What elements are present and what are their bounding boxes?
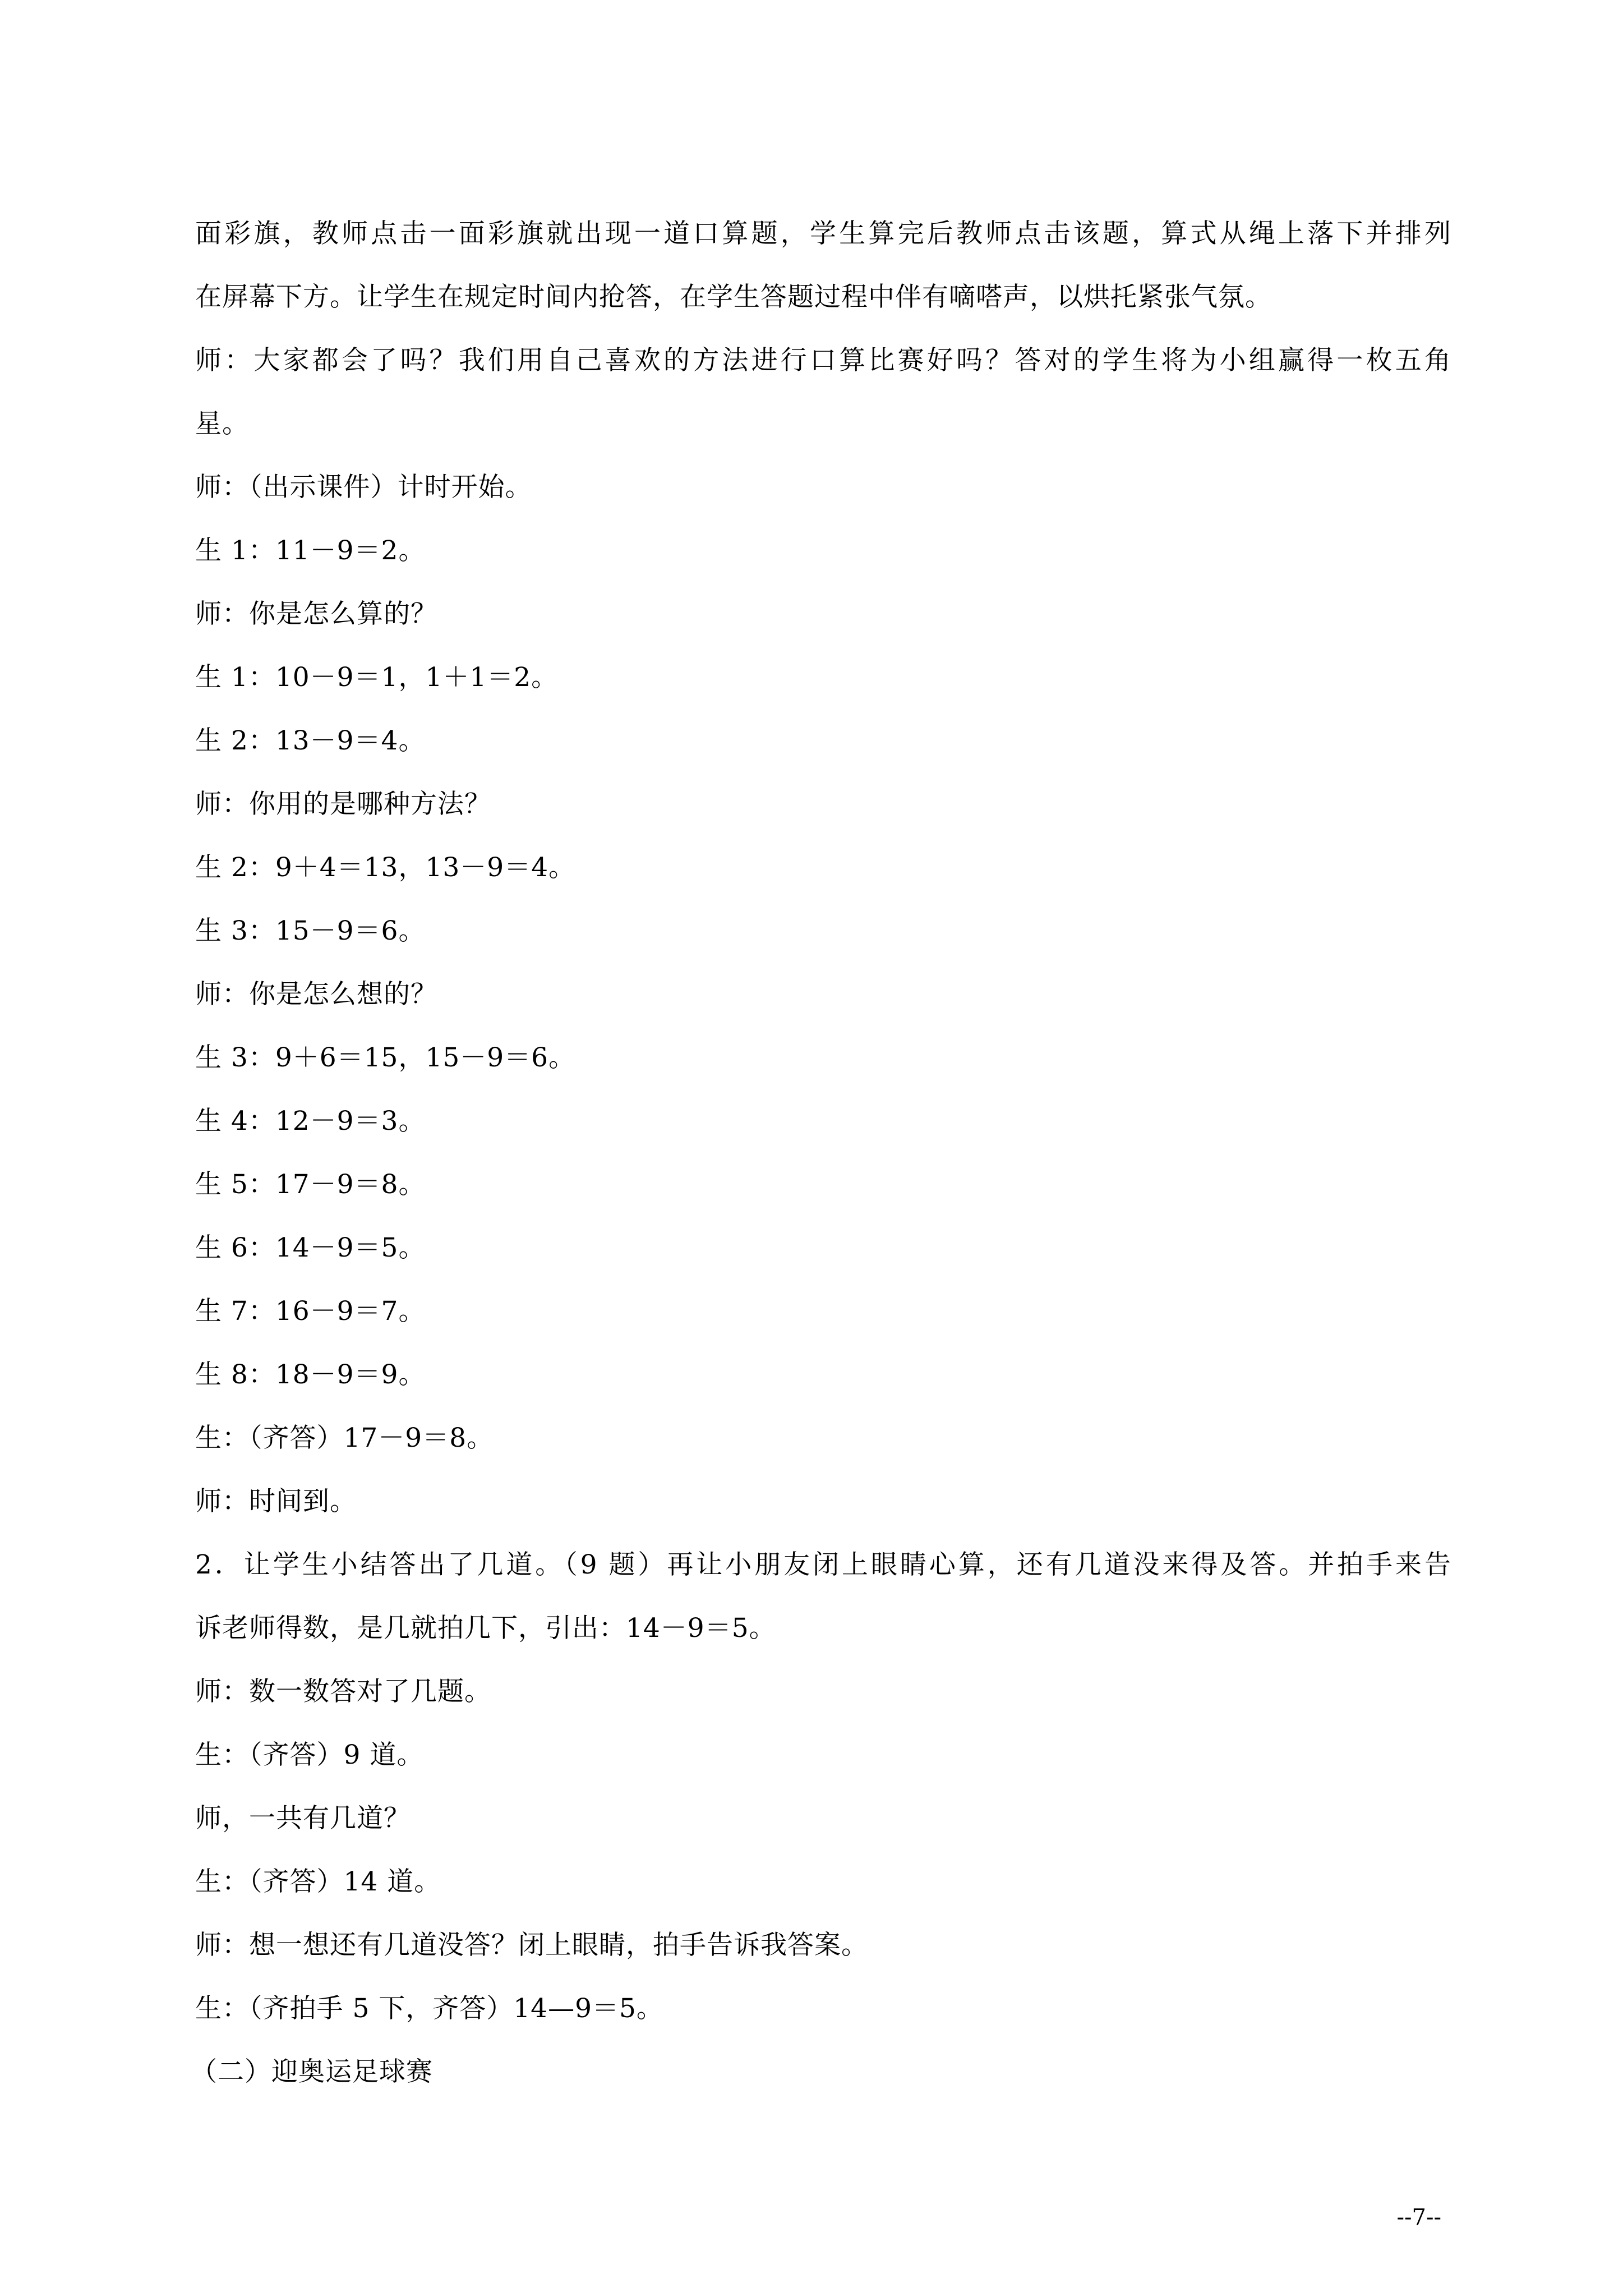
paragraph-line: 诉老师得数，是几就拍几下，引出：14－9＝5。: [195, 1613, 776, 1644]
paragraph-line: 生 3：9＋6＝15，15－9＝6。: [195, 1042, 576, 1073]
paragraph-line: 生 1：10－9＝1，1＋1＝2。: [195, 662, 559, 693]
paragraph-line: 生 6：14－9＝5。: [195, 1232, 426, 1263]
page-number: --7--: [1396, 2205, 1441, 2230]
paragraph-line: 生 5：17－9＝8。: [195, 1169, 426, 1200]
paragraph-line: 生：（齐答）9 道。: [195, 1740, 424, 1770]
paragraph-line: 生 8：18－9＝9。: [195, 1359, 426, 1390]
paragraph-line: 2．让学生小结答出了几道。（9 题）再让小朋友闭上眼睛心算，还有几道没来得及答。并拍手来告: [195, 1549, 1451, 1580]
paragraph-line: 生 4：12－9＝3。: [195, 1106, 426, 1137]
paragraph-line: 师：想一想还有几道没答？闭上眼睛，拍手告诉我答案。: [195, 1930, 868, 1961]
paragraph-line: 师：（出示课件）计时开始。: [195, 472, 532, 503]
paragraph-line: 师：你是怎么算的？: [195, 599, 437, 629]
paragraph-line: 师，一共有几道？: [195, 1803, 411, 1834]
paragraph-line: 星。: [195, 408, 249, 439]
paragraph-line: 师：数一数答对了几题。: [195, 1676, 491, 1707]
paragraph-line: 生 3：15－9＝6。: [195, 915, 426, 946]
paragraph-line: 生：（齐答）17－9＝8。: [195, 1423, 494, 1453]
paragraph-line: 生 7：16－9＝7。: [195, 1296, 426, 1327]
paragraph-line: 生 2：13－9＝4。: [195, 725, 426, 756]
paragraph-line: 生：（齐拍手 5 下，齐答）14—9＝5。: [195, 1993, 663, 2024]
paragraph-line: 师：时间到。: [195, 1486, 357, 1517]
paragraph-line: 生：（齐答）14 道。: [195, 1866, 441, 1897]
document-body: [191, 202, 1451, 2104]
paragraph-line: 师：大家都会了吗？我们用自己喜欢的方法进行口算比赛好吗？答对的学生将为小组赢得一枚五角: [195, 345, 1451, 376]
paragraph-line: 师：你用的是哪种方法？: [195, 789, 491, 820]
section-heading: （二）迎奥运足球赛: [191, 2056, 433, 2087]
paragraph-line: 在屏幕下方。让学生在规定时间内抢答，在学生答题过程中伴有嘀嗒声，以烘托紧张气氛。: [195, 282, 1272, 312]
paragraph-line: 生 2：9＋4＝13，13－9＝4。: [195, 852, 576, 883]
paragraph-line: 面彩旗，教师点击一面彩旗就出现一道口算题，学生算完后教师点击该题，算式从绳上落下并排列: [195, 218, 1451, 249]
paragraph-line: 师：你是怎么想的？: [195, 979, 437, 1010]
paragraph-line: 生 1：11－9＝2。: [195, 535, 426, 566]
